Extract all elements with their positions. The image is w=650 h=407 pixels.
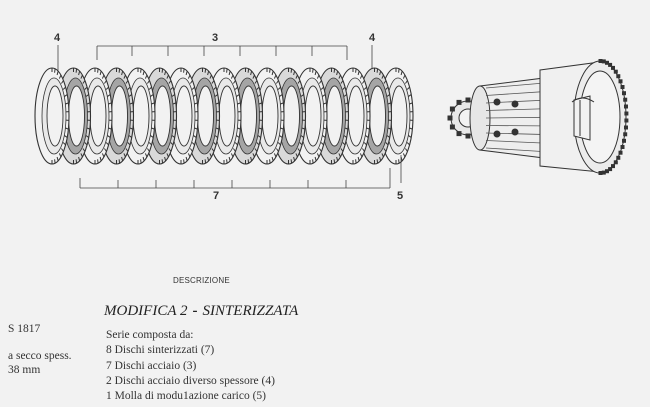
modification-title: [104, 303, 298, 320]
composition-item: 8 Dischi sinterizzati (7): [106, 344, 215, 357]
steel-disc: [35, 68, 69, 164]
callout-three: 3: [212, 32, 219, 44]
disc-pack: [35, 68, 413, 164]
section-heading: DESCRIZIONE: [173, 276, 230, 285]
bracket-three: [97, 46, 347, 60]
product-code: S 1817: [8, 323, 41, 335]
spec-line: 38 mm: [8, 364, 41, 376]
spec-line: a secco spess.: [8, 350, 72, 362]
composition-item: 7 Dischi acciaio (3): [106, 359, 197, 372]
spec-block: [8, 349, 88, 377]
composition-item: 2 Dischi acciaio diverso spessore (4): [106, 374, 275, 387]
modification-title-left: MODIFICA 2: [104, 303, 188, 319]
composition-intro: Serie composta da:: [106, 329, 194, 341]
callout-five: 5: [397, 190, 404, 202]
composition-item: 1 Molla di modu1azione carico (5): [106, 390, 266, 403]
modification-title-right: SINTERIZZATA: [202, 303, 299, 319]
bracket-seven: [80, 168, 390, 188]
modification-title-dash: -: [192, 303, 198, 319]
callout-four-right: 4: [369, 32, 376, 44]
composition-list: [106, 328, 275, 404]
clutch-hub-assembly: [448, 59, 629, 175]
drum-basket: [540, 59, 628, 175]
callout-seven: 7: [213, 190, 220, 202]
callout-four-left: 4: [54, 32, 61, 44]
